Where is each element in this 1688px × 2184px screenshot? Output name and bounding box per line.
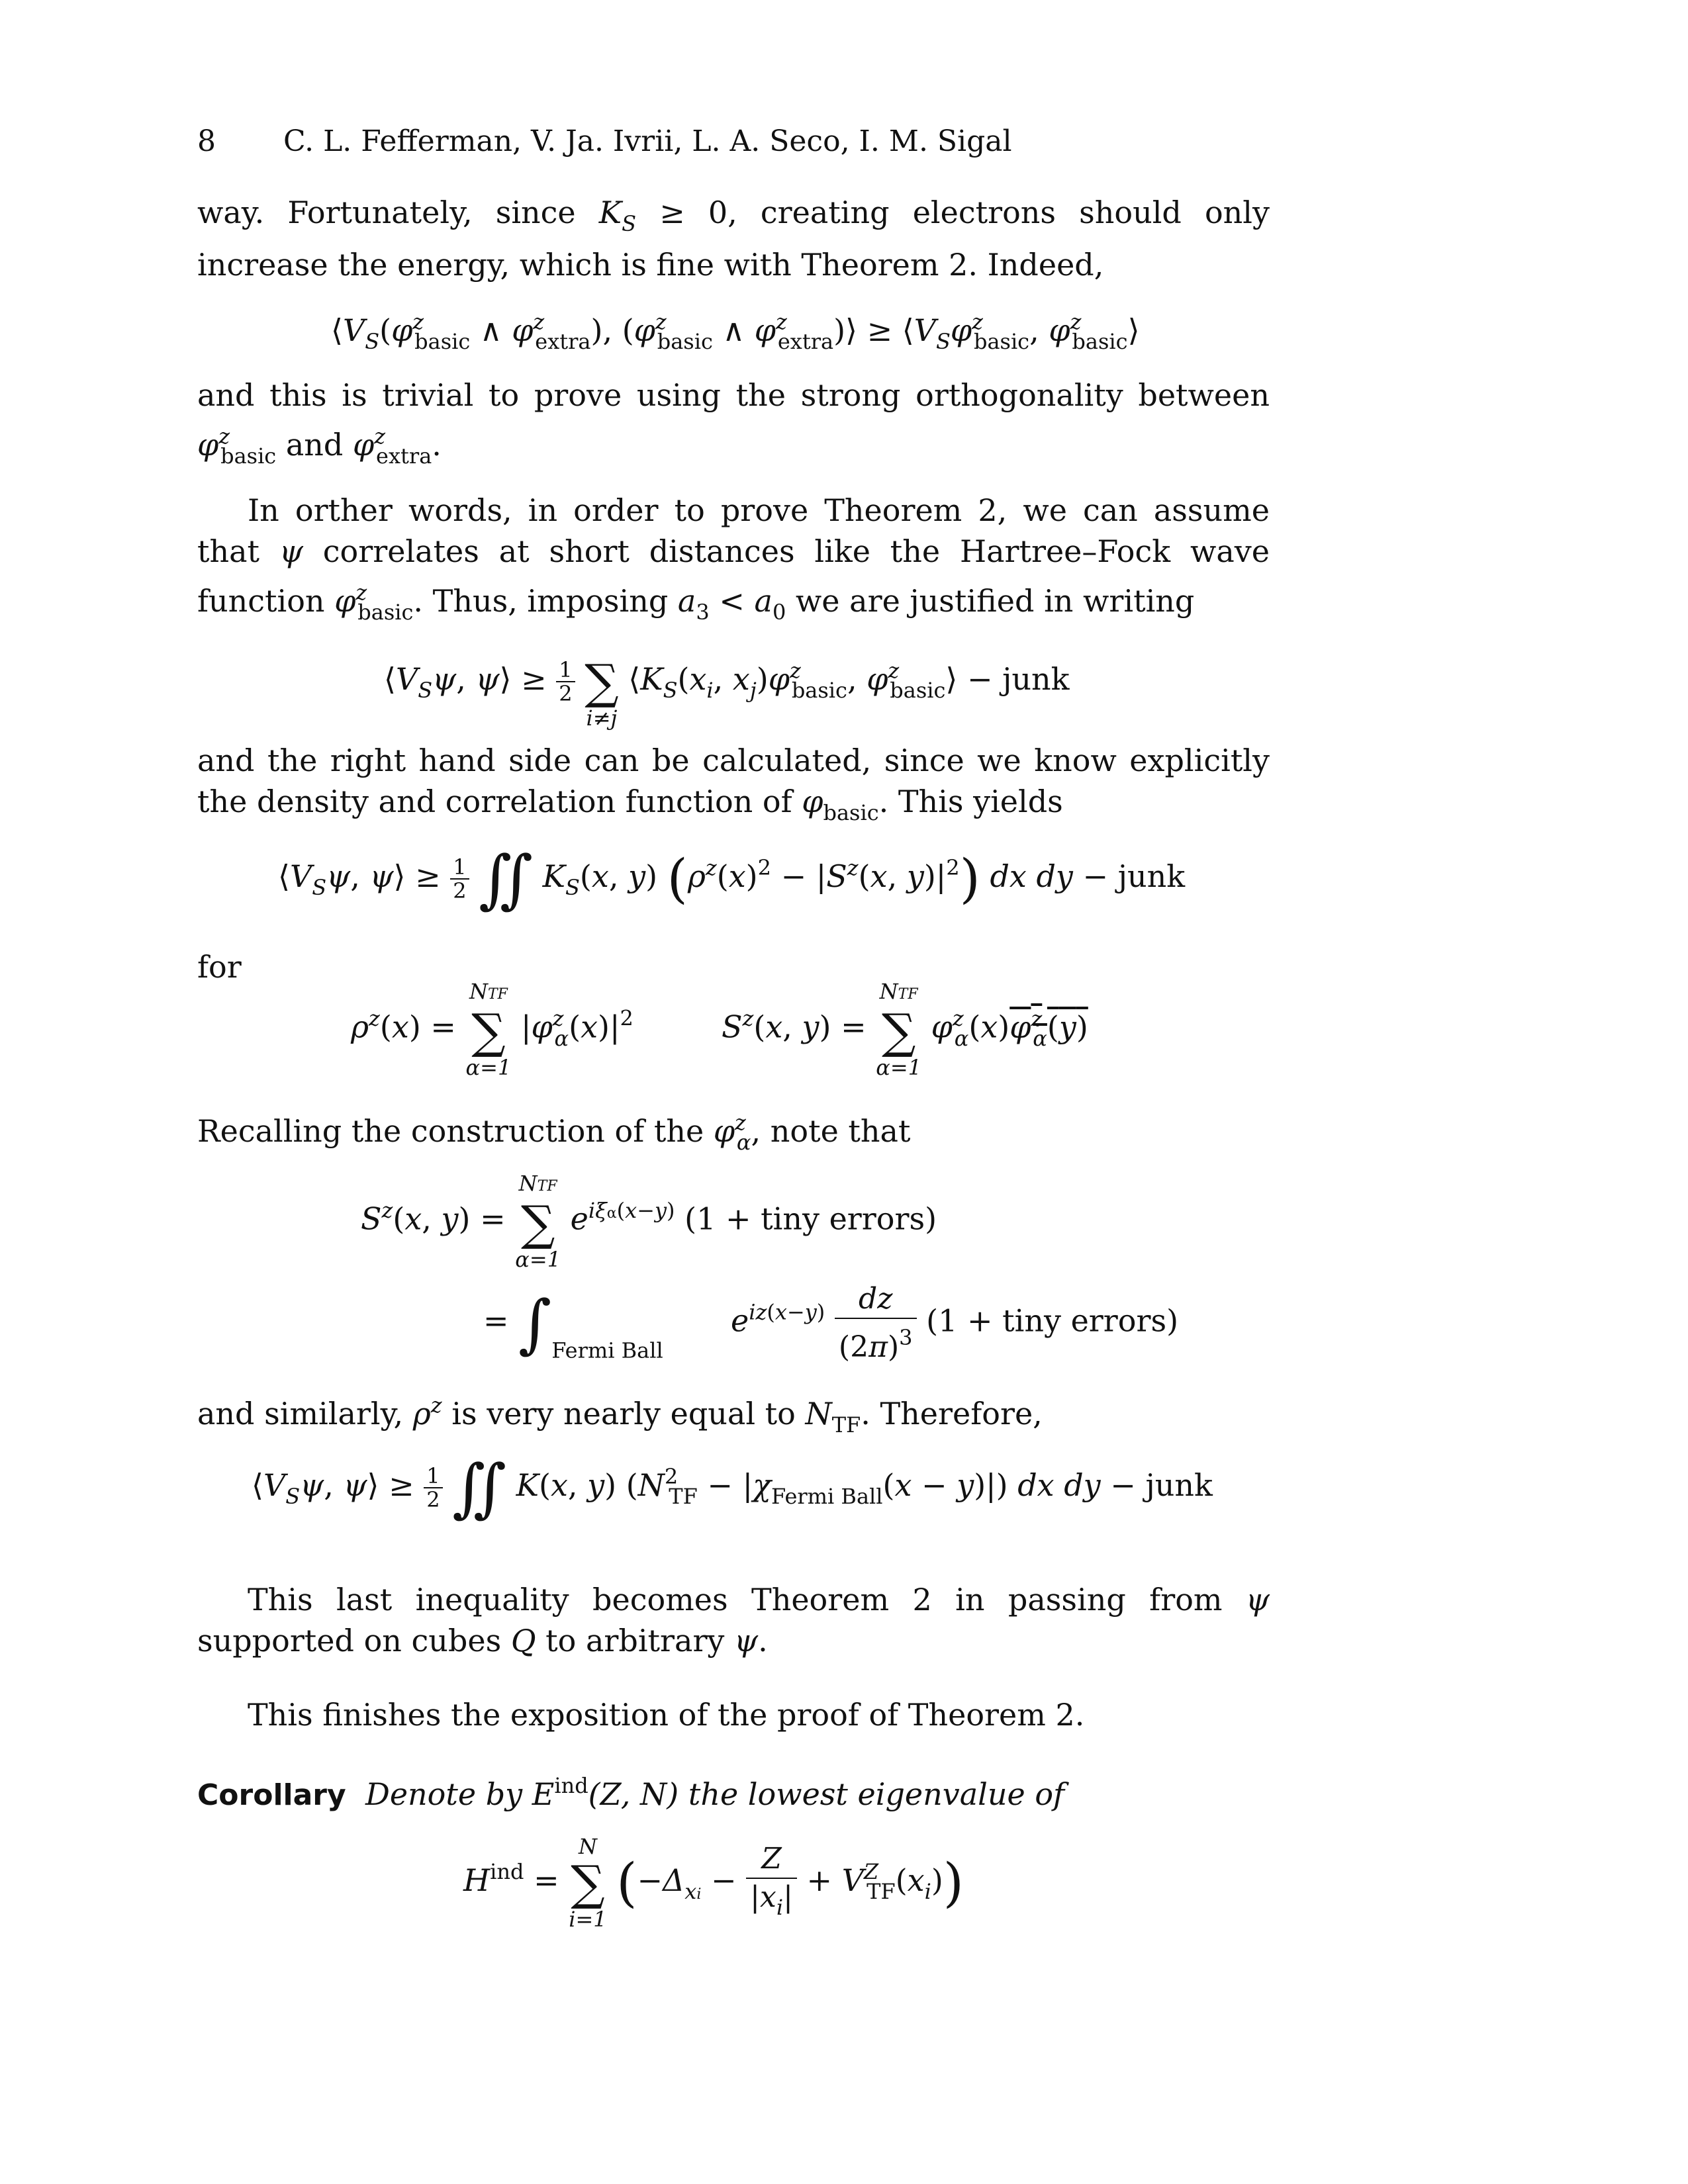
paragraph-7: and similarly, $\rho^z$ is very nearly equal to $N_{TF}$. Therefore,	[197, 1392, 1043, 1437]
page-number: 8	[197, 124, 216, 158]
equation-6: $⟨V_S\psi$, ψ⟩ ≥ $\frac{1}{2}$ ∬ K(x, y) $(N^2_{TF} - |\chi_{Fermi Ball}(x - y)|)$ dx dy − junk	[252, 1451, 1213, 1525]
equation-7: $H^{ind}$ = N ∑ i=1 ($-\Delta_{xi}$ − $\frac{Z}{|x_i|}$ + $V^Z_{TF}(x_i)$)	[463, 1834, 964, 1932]
paragraph-3: In orther words, in order to prove Theorem 2, we can assume that ψ correlates at short distances like the Hartree–Fock wave function $\varphi^z_{basic}$. Thus, imposing $a_3 < a_0$ we are justified in writing	[197, 492, 1270, 625]
paragraph-6: Recalling the construction of the $\varphi^z_\alpha$, note that	[197, 1110, 911, 1155]
paragraph-8: This last inequality becomes Theorem 2 in passing from ψ supported on cubes Q to arbitrary ψ.	[197, 1582, 1270, 1659]
equation-2: $⟨V_S\psi$, ψ⟩ ≥ $\frac{1}{2}$ ∑ i≠j $⟨K_S(x_i$, $x_j)\varphi^z_{basic}$, $\varphi^z_{basic}⟩$ − junk	[384, 654, 1070, 731]
corollary: Corollary Denote by $E^{ind}(Z$, N) the lowest eigenvalue of	[197, 1773, 1065, 1812]
equation-1: $⟨V_S(\varphi^z_{basic}$ ∧ $\varphi^z_{extra}$), ($\varphi^z_{basic}$ ∧ $\varphi^z_{extra})⟩$ ≥ $⟨V_S\varphi^z_{basic}$, $\varphi^z_{basic}⟩$	[331, 309, 1140, 354]
equation-3: $⟨V_S\psi$, ψ⟩ ≥ $\frac{1}{2}$ ∬ $K_S(x$, y) ($\rho^z(x)^2 - |S^z(x$, $y)|^2$) dx dy − junk	[278, 842, 1186, 916]
authors-line: C. L. Fefferman, V. Ja. Ivrii, L. A. Seco, I. M. Sigal	[283, 124, 1012, 158]
paragraph-4: and the right hand side can be calculated, since we know explicitly the density and correlation function of $\varphi_{basic}$. This yields	[197, 743, 1270, 825]
equation-5a: $S^z(x$, y) = NTF ∑ α=1 $e^{i\xi\alpha(x-y)}$ (1 + tiny errors)	[361, 1171, 937, 1272]
running-header	[197, 124, 1012, 158]
paragraph-9: This finishes the exposition of the proof of Theorem 2.	[248, 1697, 1085, 1733]
equation-4b: $S^z(x$, y) = NTF ∑ α=1 $\varphi^z_\alpha(x)\varphi^z_\alpha(y)$	[722, 979, 1088, 1080]
paragraph-5: for	[197, 949, 242, 985]
corollary-label: Corollary	[197, 1778, 346, 1812]
equation-4a: $\rho^z(x)$ = NTF ∑ α=1 $|\varphi^z_\alpha(x)|^2$	[351, 979, 633, 1080]
equation-5b: = $\int_{Fermi Ball}$ $e^{iz(x-y)}$ $\frac{dz}{(2\pi)^3}$ (1 + tiny errors)	[483, 1282, 1179, 1364]
paragraph-1: way. Fortunately, since $K_S \ge 0$, creating electrons should only increase the energy, which is fine with Theorem 2. Indeed,	[197, 195, 1270, 283]
paragraph-2: and this is trivial to prove using the strong orthogonality between $\varphi^z_{basic}$ and $\varphi^z_{extra}$.	[197, 377, 1270, 469]
